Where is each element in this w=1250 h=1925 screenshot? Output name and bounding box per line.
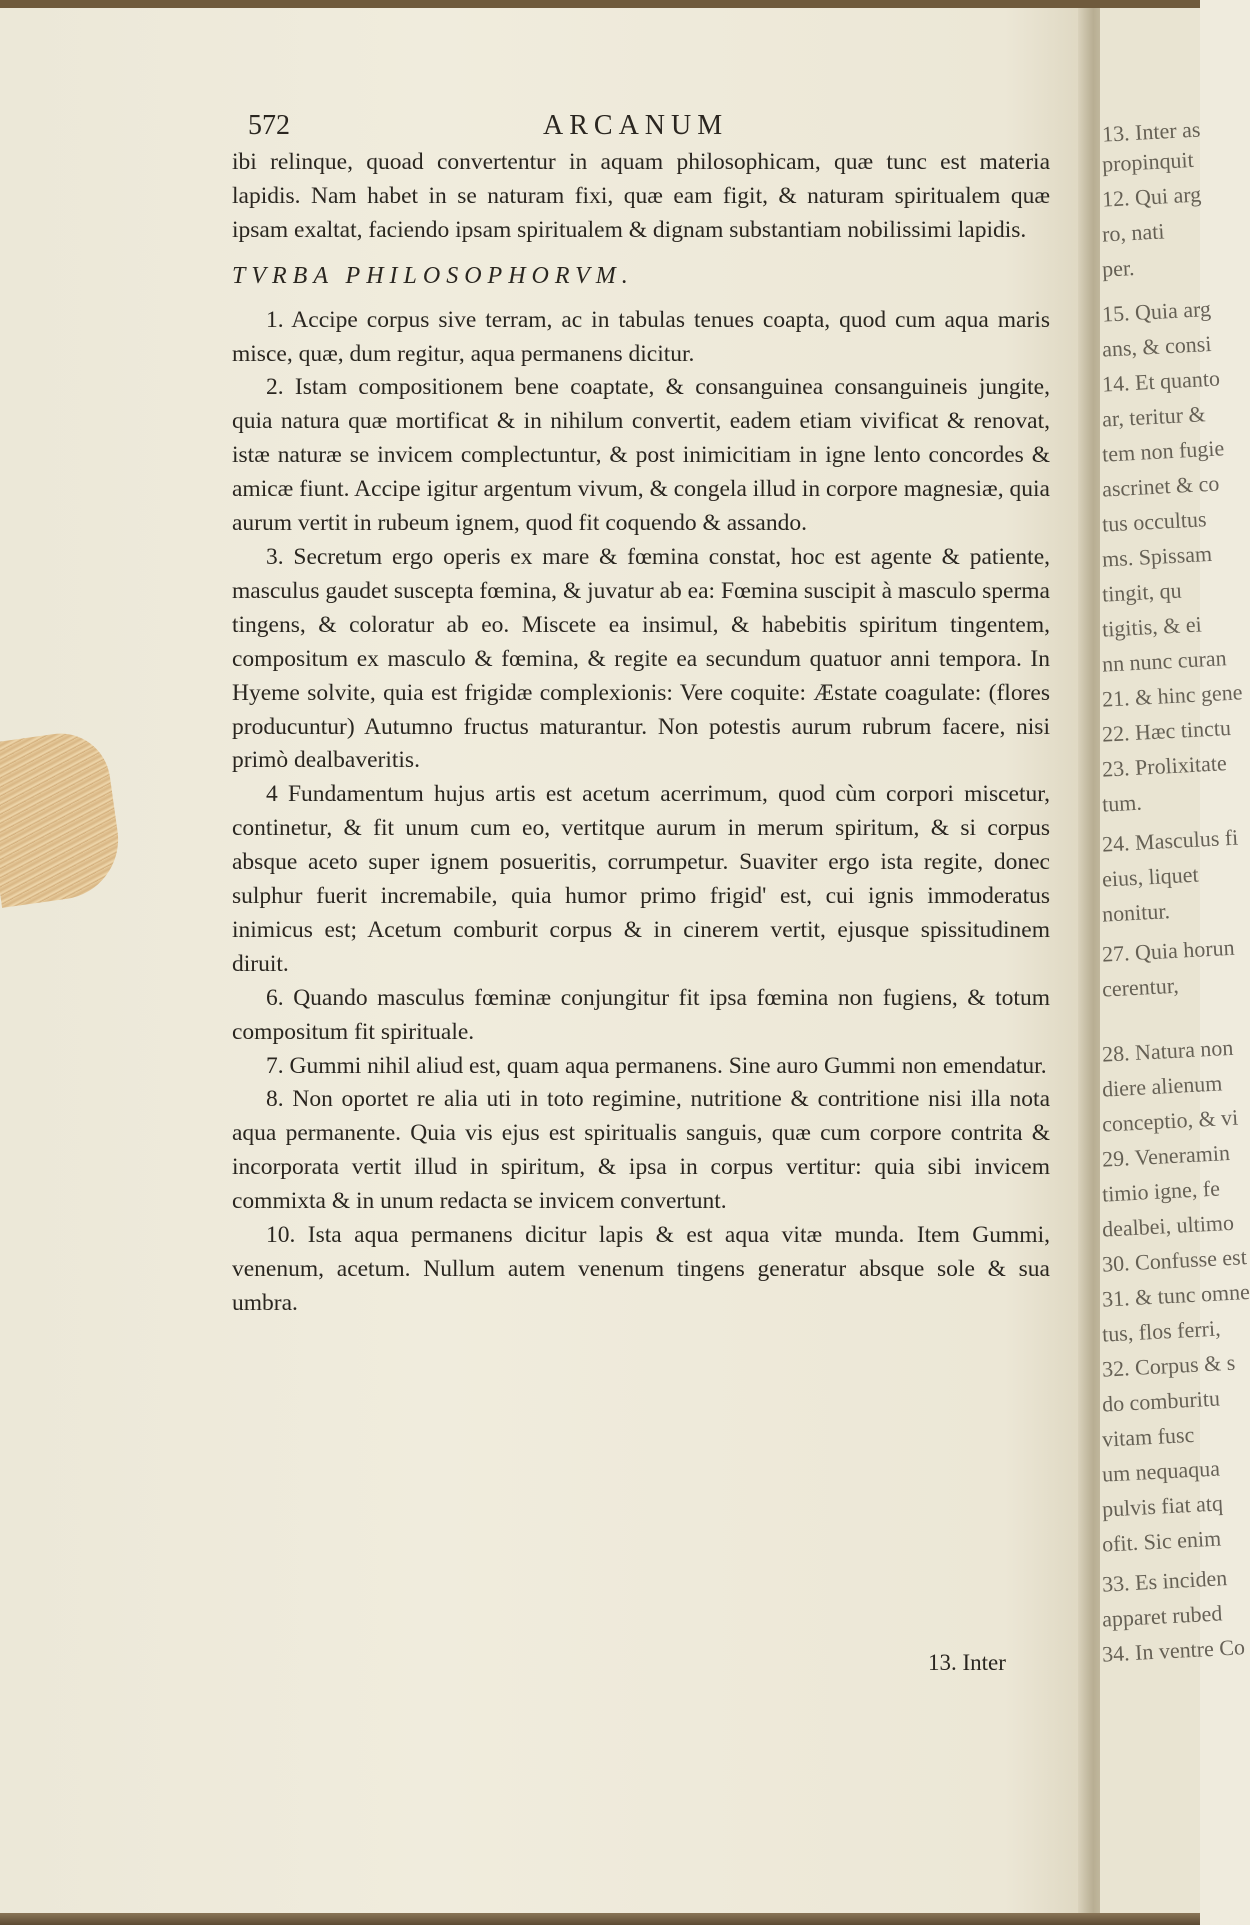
facing-fragment: eius, liquet <box>1101 861 1200 892</box>
facing-fragment: dealbei, ultimo <box>1101 1209 1235 1242</box>
facing-fragment: 21. & hinc gene <box>1101 679 1244 712</box>
facing-fragment: 28. Natura non <box>1101 1034 1234 1067</box>
facing-fragment: ar, teritur & <box>1101 401 1207 432</box>
facing-fragment: 33. Es inciden <box>1101 1565 1228 1597</box>
main-text-block <box>232 146 1050 1321</box>
facing-fragment: pulvis fiat atq <box>1101 1490 1224 1522</box>
facing-fragment: tingit, qu <box>1101 577 1183 607</box>
facing-fragment: do comburitu <box>1101 1385 1221 1417</box>
facing-fragment: apparet rubed <box>1101 1600 1223 1632</box>
facing-fragment: ascrinet & co <box>1101 470 1220 502</box>
paragraph-6: 6. Quando masculus fœminæ conjungitur fit ipsa fœmina non fugiens, & totum compositum fit spirituale. <box>232 984 1050 1045</box>
facing-fragment: nn nunc curan <box>1101 645 1228 677</box>
facing-fragment: per. <box>1101 254 1136 282</box>
facing-fragment: diere alienum <box>1101 1070 1223 1102</box>
facing-fragment: conceptio, & vi <box>1101 1104 1239 1137</box>
running-title: ARCANUM <box>543 110 729 141</box>
facing-fragment: tem non fugie <box>1101 435 1225 467</box>
paragraph-1: 1. Accipe corpus sive terram, ac in tabulas tenues coapta, quod cum aqua maris misce, quæ, dum regitur, aqua permanens dicitur. <box>232 306 1050 367</box>
paragraph-3: 3. Secretum ergo operis ex mare & fœmina constat, hoc est agente & patiente, masculus gaudet suscepta fœmina, & juvatur ab ea: Fœmina suscipit à masculo sperma tingens, & coloratur ab eo. Miscete ea insimul, & habebitis spiritum tingentem, compositum ex masculo & fœmina, & regite ea secundum quatuor anni tempora. In Hyeme solvite, quia est frigidæ complexionis: Vere coquite: Æstate coagulate: (flores producuntur) Autumno fructus maturantur. Non potestis aurum rubrum facere, nisi primò dealbaveritis. <box>232 543 1050 774</box>
book-bottom-edge <box>0 1913 1200 1925</box>
facing-fragment: 30. Confusse est <box>1101 1244 1248 1277</box>
paragraph-8: 8. Non oportet re alia uti in toto regimine, nutritione & contritione nisi illa nota aqua permanente. Quia vis ejus est spiritualis sanguis, quæ cum corpore contrita & incorporata vertit illud in spiritum, & ipsa in corpus vertitur: quia sibi invicem commixta & in unum redacta se invicem convertunt. <box>232 1086 1050 1215</box>
facing-page-edge <box>1100 0 1250 1925</box>
facing-fragment: 12. Qui arg <box>1101 181 1202 212</box>
facing-fragment: nonitur. <box>1101 898 1171 927</box>
facing-fragment: ans, & consi <box>1101 330 1212 362</box>
facing-fragment: 23. Prolixitate <box>1101 750 1228 782</box>
paragraph-10: 10. Ista aqua permanens dicitur lapis & est aqua vitæ munda. Item Gummi, venenum, acetum. Nullum autem venenum tingens generatur absque sole & sua umbra. <box>232 1222 1050 1316</box>
facing-fragment: 15. Quia arg <box>1101 295 1212 327</box>
facing-fragment: 34. In ventre Co <box>1101 1634 1246 1667</box>
facing-fragment: ofit. Sic enim <box>1101 1525 1222 1557</box>
paragraph-7: 7. Gummi nihil aliud est, quam aqua permanens. Sine auro Gummi non emendatur. <box>266 1052 1047 1079</box>
facing-fragment: 24. Masculus fi <box>1101 824 1239 857</box>
facing-fragment: timio igne, fe <box>1101 1175 1221 1207</box>
facing-fragment: 22. Hæc tinctu <box>1101 714 1232 747</box>
facing-fragment: tus, flos ferri, <box>1101 1315 1222 1347</box>
section-title: TVRBA PHILOSOPHORVM. <box>232 262 634 289</box>
facing-fragment: ms. Spissam <box>1101 540 1213 572</box>
facing-fragment: um nequaqua <box>1101 1455 1221 1487</box>
facing-fragment: ro, nati <box>1101 218 1165 247</box>
facing-fragment: 31. & tunc omne <box>1101 1278 1250 1312</box>
facing-fragment: cerentur, <box>1101 972 1180 1002</box>
catchword: 13. Inter <box>928 1650 1006 1675</box>
book-top-edge <box>0 0 1200 8</box>
facing-fragment: 29. Veneramin <box>1101 1139 1231 1172</box>
intro-paragraph: ibi relinque, quoad convertentur in aquam philosophicam, quæ tunc est materia lapidis. Nam habet in se naturam fixi, quæ eam figit, & naturam spiritualem quæ ipsam exaltat, faciendo ipsam spiritualem & dignam substantiam nobilissimi lapidis. <box>232 149 1050 243</box>
facing-fragment: 13. Inter as <box>1101 116 1201 147</box>
folio-number: 572 <box>248 110 290 141</box>
facing-fragment: vitam fusc <box>1101 1421 1195 1452</box>
facing-fragment: tigitis, & ei <box>1101 611 1203 642</box>
facing-fragment: propinquit <box>1101 146 1195 177</box>
page-header <box>248 110 1048 146</box>
paragraph-2: 2. Istam compositionem bene coaptate, & consanguinea consanguineis jungite, quia natura quæ mortificat & in nihilum convertit, eadem etiam vivificat & renovat, istæ naturæ se invicem complectuntur, & post inimicitiam in igne lento concordes & amicæ fiunt. Accipe igitur argentum vivum, & congela illud in corpore magnesiæ, quia aurum vertit in rubeum ignem, quod fit coquendo & assando. <box>232 374 1050 537</box>
facing-fragment: 27. Quia horun <box>1101 934 1236 967</box>
facing-fragment: tus occultus <box>1101 506 1208 537</box>
facing-fragment: tum. <box>1101 789 1143 817</box>
facing-fragment: 14. Et quanto <box>1101 365 1221 397</box>
paragraph-4: 4 Fundamentum hujus artis est acetum acerrimum, quod cùm corpori miscetur, continetur, & fit unum cum eo, vertitque aurum in merum spiritum, & si corpus absque aceto super ignem posueritis, corrumpetur. Suaviter ergo ista regite, donec sulphur fuerit incremabile, quia humor primo frigid' est, cui ignis immoderatus inimicus est; Acetum comburit corpus & in cinerem vertit, ejusque spissitudinem diruit. <box>232 781 1050 977</box>
facing-fragment: 32. Corpus & s <box>1101 1349 1236 1382</box>
